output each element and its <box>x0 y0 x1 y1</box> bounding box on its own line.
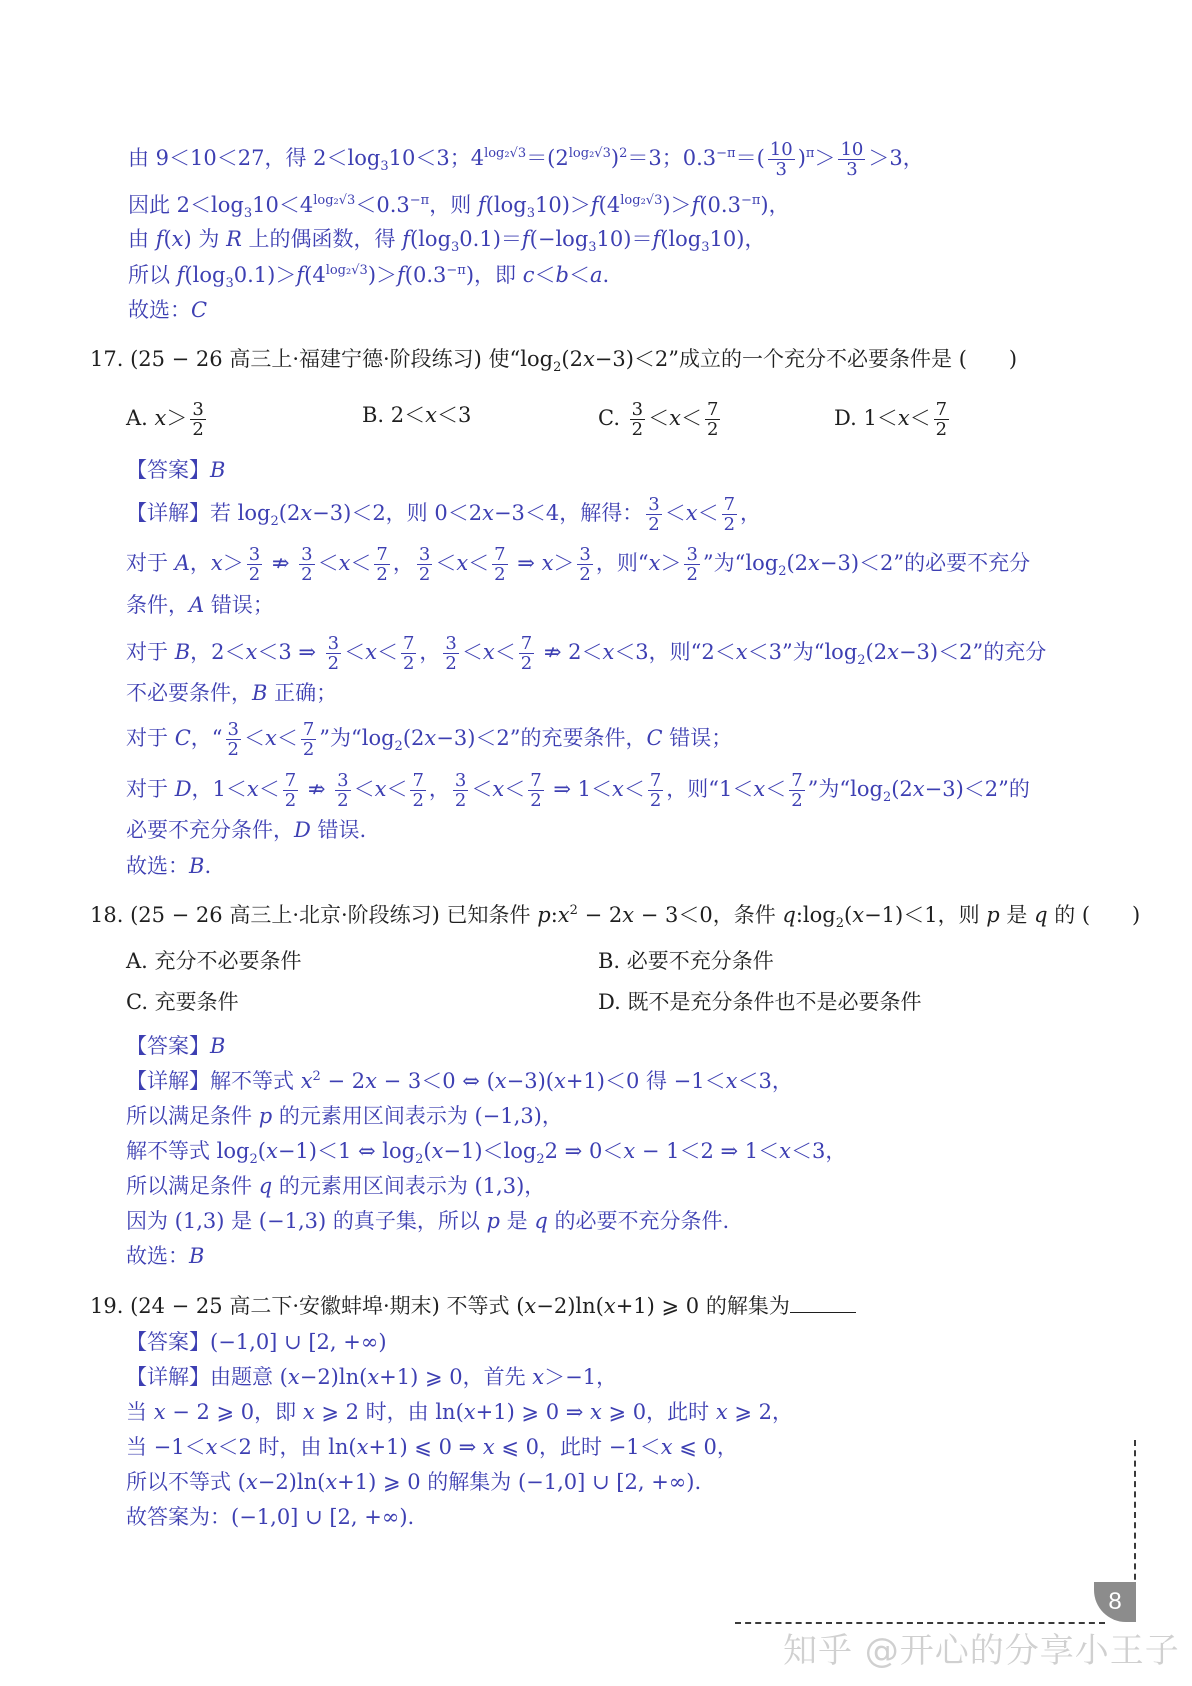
fraction: $\frac{7}{2}$ <box>935 399 948 440</box>
q18-detail-line-3: 解不等式 $\log_2(x-1)<1$ ⇔ $\log_2(x-1)<\log_22$ ⇒ 0＜x − 1＜2 ⇒ 1＜x＜3， <box>126 1139 847 1168</box>
q16-solution-line-1: 由 9＜10＜27，得 $2<\log_310<3$；$4^{log_2√3}=(2^{log_2√3})^2=3$；$0.3^{-\pi}=$( $\frac{10}{3}$ )$^\pi$＞ $\frac{10}{3}$ ＞3， <box>128 139 924 180</box>
fraction: $\frac{3}{2}$ <box>192 399 204 440</box>
q18-stem: 18. (25 − 26 高三上·北京·阶段练习) 已知条件 $p:x^2 - 2x - 3<0$，条件 $q:\log_2(x-1)<1$，则 p 是 q 的 ( ) <box>90 903 1141 932</box>
q17-option-d: D. 1＜x＜ $\frac{7}{2}$ <box>834 399 948 440</box>
q19-detail-line-4: 所以不等式 (x−2)ln(x+1) ⩾ 0 的解集为 (−1,0] ∪ [2, +∞). <box>126 1470 702 1494</box>
q18-option-c: C. 充要条件 <box>126 990 239 1014</box>
q17-detail-line-4: 对于 B，2＜x＜3 ⇒ $\frac{3}{2}$ ＜x＜ $\frac{7}{2}$ ， $\frac{3}{2}$ ＜x＜ $\frac{7}{2}$ ⇏ 2＜x＜3，则“2＜x＜3”为“$\log_2(2x-3)<2$”的充分 <box>126 633 1047 674</box>
q19-conclusion: 故答案为：(−1,0] ∪ [2, +∞). <box>126 1505 415 1529</box>
q18-option-b: B. 必要不充分条件 <box>598 949 774 973</box>
q19-detail-line-3: 当 −1＜x＜2 时，由 ln(x+1) ⩽ 0 ⇒ x ⩽ 0，此时 −1＜x ⩽ 0， <box>126 1435 738 1459</box>
q18-option-a: A. 充分不必要条件 <box>126 949 302 973</box>
q17-detail-line-3: 条件，A 错误； <box>126 593 274 617</box>
page-corner-dashed-vertical <box>1134 1440 1136 1590</box>
q17-detail-line-1: 【详解】若 $\log_2(2x-3)<2$，则 0＜2x−3＜4，解得： $\frac{3}{2}$ ＜x＜ $\frac{7}{2}$ ， <box>126 494 762 535</box>
fraction: $\frac{7}{2}$ <box>706 399 719 440</box>
q18-answer: 【答案】B <box>126 1034 226 1058</box>
answer-tag: 【答案】 <box>126 458 210 482</box>
q19-detail-line-2: 当 x − 2 ⩾ 0，即 x ⩾ 2 时，由 ln(x+1) ⩾ 0 ⇒ x ⩾ 0，此时 x ⩾ 2， <box>126 1400 793 1424</box>
q18-detail-line-5: 因为 (1,3) 是 (−1,3) 的真子集，所以 p 是 q 的必要不充分条件. <box>126 1209 730 1233</box>
q17-option-a: A. x＞ $\frac{3}{2}$ <box>126 399 204 440</box>
fraction: $\frac{3}{2}$ <box>631 399 644 440</box>
q17-detail-line-7: 对于 D，1＜x＜ $\frac{7}{2}$ ⇏ $\frac{3}{2}$ ＜x＜ $\frac{7}{2}$ ， $\frac{3}{2}$ ＜x＜ $\frac{7}{2}$ ⇒ 1＜x＜ $\frac{7}{2}$ ，则“1＜x＜ $\frac{7}{2}$ ”为“$\log_2(2x-3)<2$”的 <box>126 770 1030 811</box>
detail-tag: 【详解】 <box>126 501 210 525</box>
q17-option-b: B. 2＜x＜3 <box>362 403 472 427</box>
q17-answer: 【答案】B <box>126 458 226 482</box>
answer-tag: 【答案】 <box>126 1034 210 1058</box>
q18-conclusion: 故选：B <box>126 1244 205 1268</box>
answer-tag: 【答案】 <box>126 1330 210 1354</box>
q19-answer: 【答案】(−1,0] ∪ [2, +∞) <box>126 1330 387 1354</box>
q16-conclusion: 故选：C <box>128 298 208 322</box>
fraction: $\frac{10}{3}$ <box>840 139 864 180</box>
q17-stem: 17. (25 − 26 高三上·福建宁德·阶段练习) 使“$\log_2(2x-3)<2$”成立的一个充分不必要条件是 ( ) <box>90 347 1018 376</box>
q18-detail-line-2: 所以满足条件 p 的元素用区间表示为 (−1,3)， <box>126 1104 563 1128</box>
page-number: 8 <box>1094 1582 1136 1622</box>
q16-solution-line-2: 因此 $2<\log_310<4^{log_2√3}<0.3^{-\pi}$，则 $f(\log_310)>f(4^{log_2√3})>f(0.3^{-\pi})$， <box>128 193 790 222</box>
q17-conclusion: 故选：B. <box>126 854 212 878</box>
q19-detail-line-1: 【详解】由题意 (x−2)ln(x+1) ⩾ 0，首先 x＞−1， <box>126 1365 618 1389</box>
q19-stem: 19. (24 − 25 高二下·安徽蚌埠·期末) 不等式 (x−2)ln(x+1) ⩾ 0 的解集为 <box>90 1290 856 1321</box>
detail-tag: 【详解】 <box>126 1069 210 1093</box>
q18-detail-line-1: 【详解】解不等式 $x^2 - 2x - 3<0$ ⇔ (x−3)(x+1)＜0 得 −1＜x＜3， <box>126 1069 793 1093</box>
answer-blank <box>790 1290 856 1313</box>
q17-detail-line-5: 不必要条件，B 正确； <box>126 681 338 705</box>
q16-solution-line-4: 所以 $f(\log_30.1)>f(4^{log_2√3})>f(0.3^{-\pi})$，即 c＜b＜a. <box>128 263 610 292</box>
q17-detail-line-8: 必要不充分条件，D 错误. <box>126 818 367 842</box>
page-corner-dashed-horizontal <box>735 1622 1105 1624</box>
q17-option-c: C. $\frac{3}{2}$ ＜x＜ $\frac{7}{2}$ <box>598 399 719 440</box>
q16-solution-line-3: 由 f(x) 为 R 上的偶函数，得 $f(\log_30.1)=f(-\log_310)=f(\log_310)$， <box>128 227 766 256</box>
q17-detail-line-2: 对于 A，x＞ $\frac{3}{2}$ ⇏ $\frac{3}{2}$ ＜x＜ $\frac{7}{2}$ ， $\frac{3}{2}$ ＜x＜ $\frac{7}{2}$ ⇒ x＞ $\frac{3}{2}$ ，则“x＞ $\frac{3}{2}$ ”为“$\log_2(2x-3)<2$”的必要不充分 <box>126 544 1031 585</box>
watermark: 知乎 @开心的分享小王子 <box>783 1631 1180 1671</box>
q17-detail-line-6: 对于 C，“ $\frac{3}{2}$ ＜x＜ $\frac{7}{2}$ ”为“$\log_2(2x-3)<2$”的充要条件，C 错误； <box>126 719 733 760</box>
q18-detail-line-4: 所以满足条件 q 的元素用区间表示为 (1,3)， <box>126 1174 546 1198</box>
q18-option-d: D. 既不是充分条件也不是必要条件 <box>598 990 922 1014</box>
fraction: $\frac{10}{3}$ <box>769 139 793 180</box>
detail-tag: 【详解】 <box>126 1365 210 1389</box>
